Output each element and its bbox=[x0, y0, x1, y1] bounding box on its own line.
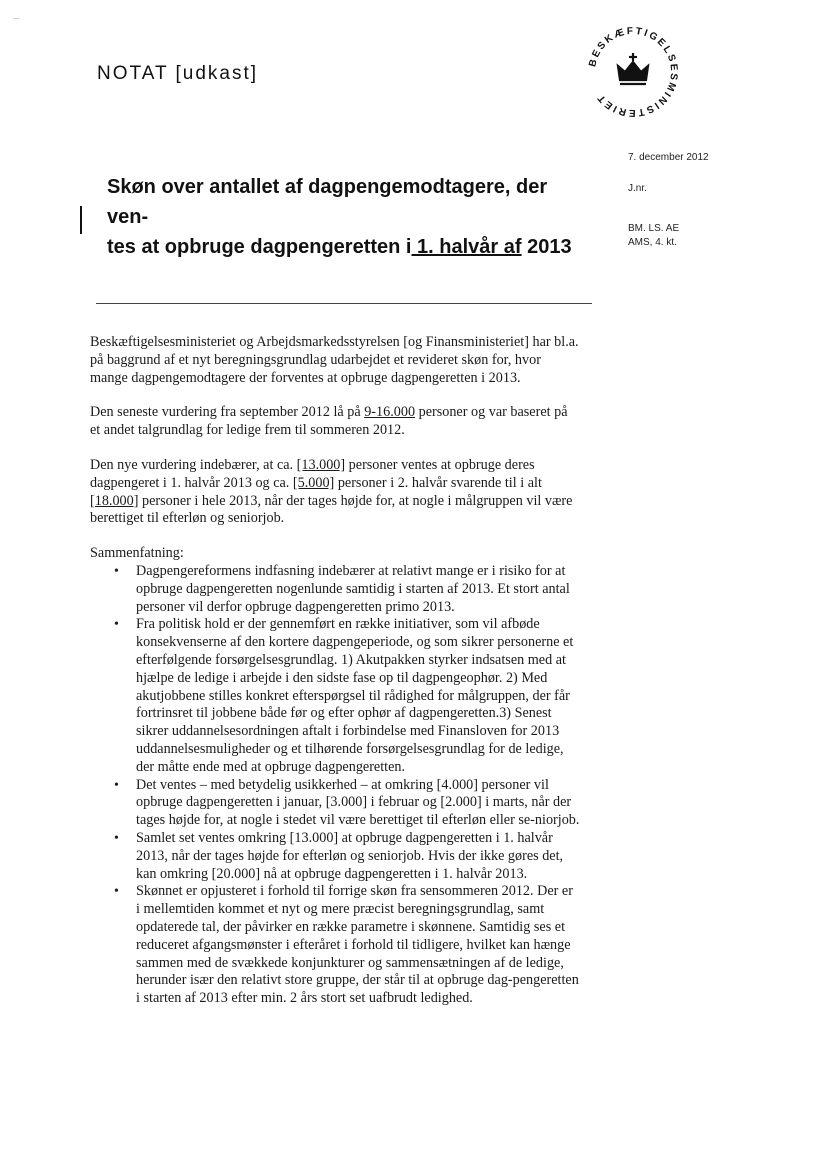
scan-mark: ¯ bbox=[14, 18, 20, 29]
revision-bar bbox=[80, 206, 82, 234]
document-type-heading: NOTAT [udkast] bbox=[97, 63, 259, 84]
intro-paragraph-2 bbox=[90, 404, 580, 440]
summary-heading: Sammenfatning: bbox=[90, 545, 184, 562]
reference-line-1: BM. LS. AE bbox=[628, 223, 680, 234]
summary-list bbox=[90, 563, 580, 1008]
underlined-figure: [5.000] bbox=[292, 474, 335, 491]
title-line-2-end: 2013 bbox=[521, 236, 572, 258]
reference-line-2: AMS, 4. kt. bbox=[628, 237, 677, 248]
intro-paragraph-3 bbox=[90, 457, 580, 528]
text-span: Den seneste vurdering fra september 2012 lå på bbox=[90, 404, 365, 421]
title-line-2 bbox=[107, 232, 577, 262]
list-item: • Samlet set ventes omkring [13.000] at opbruge dagpengeretten i 1. halvår 2013, når der tages højde for efterløn og seniorjob. Hvis der ikke gøres det, kan omkring [20.000] nå at opbruge dagpengeretten i 1. halvår 2013. bbox=[136, 830, 580, 883]
text-span: Den nye vurdering indebærer, at ca. bbox=[90, 456, 297, 473]
list-item: • Det ventes – med betydelig usikkerhed – at omkring [4.000] personer vil opbruge dagpengeretten i januar, [3.000] i februar og [2.000] i marts, når der tages højde for, at nogle i stedet vil være berettiget til efterløn eller se-niorjob. bbox=[136, 777, 580, 830]
intro-paragraph-1: Beskæftigelsesministeriet og Arbejdsmarkedsstyrelsen [og Finansministeriet] har bl.a. på baggrund af et nyt beregningsgrundlag udarbejdet et revideret skøn for, hvor mange dagpengemodtagere der forventes at opbruge dagpengeretten i 2013. bbox=[90, 334, 579, 386]
underlined-figure: [18.000] bbox=[90, 492, 139, 509]
list-item: • Dagpengereformens indfasning indebærer at relativt mange er i risiko for at opbruge dagpengeretten nogenlunde samtidig i starten af 2013. Et stort antal personer vil derfor opbruge dagpengeretten primo 2013. bbox=[136, 563, 580, 616]
underlined-figure: 9-16.000 bbox=[364, 404, 416, 421]
journal-number-label: J.nr. bbox=[628, 183, 647, 194]
list-item: • Skønnet er opjusteret i forhold til forrige skøn fra sensommeren 2012. Der er i mellemtiden kommet et nyt og mere præcist beregningsgrundlag, samt opdaterede tal, der påvirker en række parametre i skønnene. Samtidig ses et reduceret afgangsmønster i efteråret i forhold til tidligere, hvilket kan hænge sammen med de svækkede konjunkturer og sammensætningen af de ledige, herunder især den relativt store gruppe, der står til at opbruge dag-pengeretten i starten af 2013 efter min. 2 års stort set uafbrudt ledighed. bbox=[136, 883, 580, 1008]
crown-icon bbox=[618, 53, 648, 84]
title-line-1: Skøn over antallet af dagpengemodtagere, der ven- bbox=[107, 176, 548, 228]
title-line-2-highlight: 1. halvår af bbox=[411, 236, 522, 258]
document-body bbox=[90, 334, 580, 1008]
title-line-2-start: tes at opbruge dagpengeretten i bbox=[107, 236, 412, 258]
document-title bbox=[107, 172, 577, 262]
document-date: 7. december 2012 bbox=[628, 152, 709, 163]
underlined-figure: [13.000] bbox=[296, 456, 346, 473]
text-span: personer i hele 2013, når der tages højde for, at nogle i målgruppen vil være berettiget til efterløn og seniorjob. bbox=[90, 492, 573, 527]
text-span: personer ventes at opbruge deres dagpengeret i 1. halvår 2013 og ca. bbox=[90, 456, 535, 491]
logo-ring-text: BESKÆFTIGELSESMINISTERIET bbox=[587, 25, 680, 119]
title-divider bbox=[96, 303, 592, 304]
ministry-logo bbox=[583, 22, 683, 122]
text-span: personer og var baseret på et andet talgrundlag for ledige frem til sommeren 2012. bbox=[90, 404, 568, 439]
list-item: • Fra politisk hold er der gennemført en række initiativer, som vil afbøde konsekvenserne af den kortere dagpengeperiode, og som sikrer personerne et efterfølgende forsørgelsesgrundlag. 1) Akutpakken styrker indsatsen med at hjælpe de ledige i arbejde i den sidste fase op til dagpengeophør. 2) Med akutjobbene stilles konkret efterspørgsel til rådighed for målgruppen, der får fortrinsret til jobbene både før og efter ophør af dagpengeretten.3) Senest sikrer uddannelsesordningen aftalt i forbindelse med Finansloven for 2013 uddannelsesmuligheder og et tilhørende forsørgelsesgrundlag for de ledige, der måtte ende med at opbruge dagpengeretten. bbox=[136, 616, 580, 776]
text-span: personer i 2. halvår svarende til i alt bbox=[334, 474, 542, 491]
